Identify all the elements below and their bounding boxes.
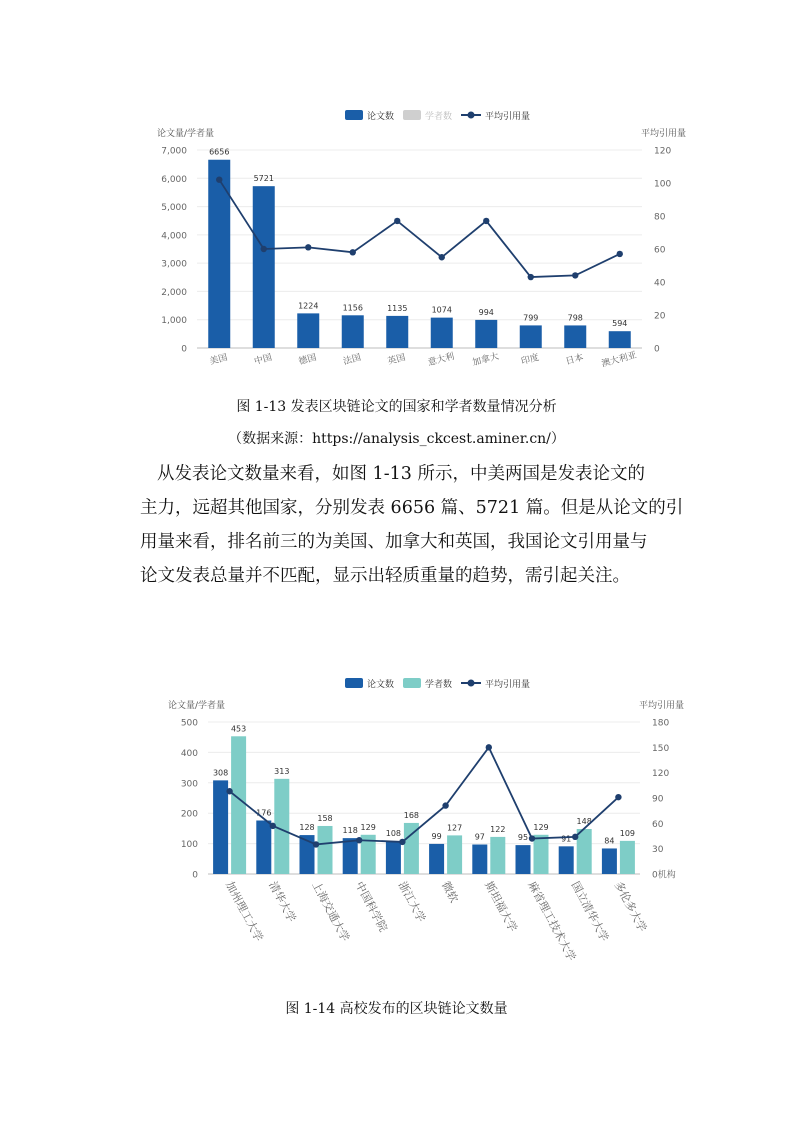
y-tick-label: 4,000 — [161, 231, 187, 242]
legend-label: 学者数 — [425, 112, 453, 122]
bar-value-label: 313 — [274, 766, 290, 776]
figure-2-caption: 图 1-14 高校发布的区块链论文数量 — [285, 1001, 508, 1017]
y-tick-label: 500 — [180, 718, 198, 729]
chart-legend — [345, 110, 530, 122]
bar — [490, 837, 505, 874]
bar — [431, 318, 453, 348]
bar — [520, 325, 542, 348]
x-tick-label: 日本 — [564, 352, 585, 368]
country-papers-chart — [0, 100, 793, 385]
y-tick-label: 2,000 — [161, 287, 187, 298]
legend-swatch — [345, 110, 363, 120]
bar-value-label: 108 — [385, 829, 402, 839]
y-tick-label: 100 — [180, 840, 198, 851]
bar — [577, 829, 592, 874]
line-point — [313, 841, 319, 847]
legend-marker — [468, 680, 475, 687]
bar — [429, 844, 444, 874]
bar-value-label: 308 — [212, 768, 229, 778]
bar — [208, 160, 230, 348]
y-tick-label: 0 — [181, 344, 187, 355]
x-tick-label: 上海交通大学 — [309, 879, 352, 944]
figure-2-chart — [0, 668, 793, 988]
paragraph-line: 论文发表总量并不匹配，显示出轻质重量的趋势，需引起关注。 — [140, 566, 630, 586]
x-tick-label: 中国 — [253, 352, 274, 368]
bar — [253, 186, 275, 348]
y-right-tick-label: 120 — [652, 769, 670, 780]
bar-value-label: 6656 — [209, 147, 230, 157]
y-tick-label: 5,000 — [161, 203, 187, 214]
y-tick-label: 0 — [192, 870, 198, 881]
bar — [386, 841, 401, 874]
bar-value-label: 148 — [576, 817, 592, 827]
bar — [447, 835, 462, 874]
x-tick-label: 微软 — [438, 879, 461, 905]
y-tick-label: 400 — [180, 748, 198, 759]
y-right-tick-label: 150 — [652, 743, 670, 754]
legend-label: 学者数 — [425, 680, 453, 690]
chart-legend — [345, 678, 530, 690]
bar — [231, 736, 246, 874]
body-paragraph — [140, 457, 684, 593]
bar — [602, 848, 617, 874]
bar — [256, 820, 271, 874]
y-axis-right-title: 平均引用量 — [640, 129, 686, 139]
line-point — [261, 246, 267, 252]
bar-value-label: 118 — [342, 826, 358, 836]
bar — [297, 313, 319, 348]
x-tick-label: 加拿大 — [471, 351, 501, 369]
bar — [213, 780, 228, 874]
bar-value-label: 91 — [561, 834, 572, 844]
bar-value-label: 129 — [533, 822, 549, 832]
legend-swatch — [345, 678, 363, 688]
bar — [475, 320, 497, 348]
bar — [342, 315, 364, 348]
y-right-tick-label: 180 — [652, 718, 670, 729]
y-axis-right-title: 平均引用量 — [638, 701, 684, 711]
line-point — [399, 839, 405, 845]
line-point — [483, 218, 489, 224]
line-point — [615, 794, 621, 800]
paragraph-line: 用量来看，排名前三的为美国、加拿大和英国，我国论文引用量与 — [140, 532, 648, 552]
figure-1-caption: 图 1-13 发表区块链论文的国家和学者数量情况分析 — [236, 399, 557, 415]
bar — [609, 331, 631, 348]
bar-value-label: 95 — [517, 833, 529, 843]
figure-1-source: （数据来源：https://analysis_ckcest.aminer.cn/） — [228, 431, 565, 447]
line-point — [305, 244, 311, 250]
line-point — [572, 834, 578, 840]
x-tick-label: 澳大利亚 — [600, 350, 638, 370]
bar-value-label: 127 — [446, 823, 463, 833]
university-papers-chart — [0, 668, 793, 988]
y-axis-title: 论文量/学者量 — [168, 701, 226, 711]
y-right-tick-label: 30 — [652, 845, 664, 856]
bar — [559, 846, 574, 874]
legend-label: 平均引用量 — [485, 680, 531, 690]
y-right-tick-label: 0机构 — [652, 870, 676, 881]
bar — [516, 845, 531, 874]
figure-1-chart — [0, 100, 793, 385]
bar — [274, 779, 289, 874]
line-point — [226, 788, 232, 794]
line-point — [572, 272, 578, 278]
line-point — [529, 835, 535, 841]
bar-value-label: 129 — [360, 822, 376, 832]
bar-value-label: 1156 — [342, 303, 363, 313]
y-axis-title: 论文量/学者量 — [157, 129, 215, 139]
legend-swatch — [403, 110, 421, 120]
bar — [620, 841, 635, 874]
bar-value-label: 84 — [604, 836, 615, 846]
x-tick-label: 多伦多大学 — [611, 879, 650, 934]
bar-value-label: 128 — [299, 823, 315, 833]
y-right-tick-label: 80 — [654, 212, 666, 223]
line-point — [350, 249, 356, 255]
line-point — [486, 744, 492, 750]
y-tick-label: 1,000 — [161, 316, 187, 327]
y-right-tick-label: 60 — [654, 245, 666, 256]
bar-value-label: 1224 — [298, 301, 319, 311]
bar-value-label: 1074 — [431, 305, 452, 315]
line-point — [356, 837, 362, 843]
y-right-tick-label: 90 — [652, 794, 664, 805]
x-tick-label: 国立清华大学 — [568, 879, 612, 944]
y-right-tick-label: 100 — [654, 179, 672, 190]
y-tick-label: 3,000 — [161, 259, 187, 270]
legend-label: 论文数 — [367, 680, 395, 690]
y-right-tick-label: 120 — [654, 146, 672, 157]
legend-label: 平均引用量 — [485, 112, 531, 122]
line-point — [270, 823, 276, 829]
bar — [343, 838, 358, 874]
y-tick-label: 300 — [180, 779, 198, 790]
bar-value-label: 594 — [612, 319, 628, 329]
x-tick-label: 中国科学院 — [352, 879, 390, 934]
x-tick-label: 麻省理工技术大学 — [525, 879, 579, 964]
x-tick-label: 英国 — [386, 352, 407, 368]
bar-value-label: 168 — [403, 810, 420, 820]
x-tick-label: 印度 — [520, 352, 541, 368]
bar — [564, 325, 586, 348]
x-tick-label: 法国 — [342, 352, 363, 368]
x-tick-label: 浙江大学 — [395, 879, 428, 925]
x-tick-label: 加州理工大学 — [222, 879, 266, 944]
y-right-tick-label: 0 — [654, 344, 660, 355]
line-point — [216, 177, 222, 183]
x-tick-label: 斯坦福大学 — [482, 879, 520, 934]
bar — [318, 826, 333, 874]
x-tick-label: 清华大学 — [266, 879, 299, 925]
line-point — [528, 274, 534, 280]
bar-value-label: 1135 — [387, 303, 408, 313]
bar-value-label: 453 — [230, 724, 247, 734]
line-point — [442, 802, 448, 808]
line-point — [617, 251, 623, 257]
bar-value-label: 97 — [474, 832, 485, 842]
bar-value-label: 994 — [478, 307, 494, 317]
bar — [472, 845, 487, 874]
line-point — [394, 218, 400, 224]
line-point — [439, 254, 445, 260]
bar-value-label: 799 — [523, 313, 539, 323]
bar-value-label: 122 — [490, 824, 506, 834]
legend-swatch — [403, 678, 421, 688]
bar-value-label: 99 — [431, 831, 442, 841]
y-right-tick-label: 60 — [652, 819, 664, 830]
x-tick-label: 美国 — [208, 352, 229, 368]
bar-value-label: 109 — [619, 828, 636, 838]
paragraph-line: 主力，远超其他国家，分别发表 6656 篇、5721 篇。但是从论文的引 — [140, 498, 684, 518]
citation-line — [219, 180, 620, 277]
bar-value-label: 158 — [317, 813, 333, 823]
bar-value-label: 798 — [567, 313, 583, 323]
bar — [386, 316, 408, 348]
legend-label: 论文数 — [367, 112, 395, 122]
x-tick-label: 德国 — [297, 352, 318, 368]
y-tick-label: 6,000 — [161, 174, 187, 185]
y-right-tick-label: 40 — [654, 278, 666, 289]
legend-marker — [468, 112, 475, 119]
bar-value-label: 176 — [256, 808, 272, 818]
x-tick-label: 意大利 — [426, 351, 456, 369]
y-tick-label: 200 — [180, 809, 198, 820]
y-tick-label: 7,000 — [161, 146, 187, 157]
paragraph-line: 从发表论文数量来看，如图 1-13 所示，中美两国是发表论文的 — [157, 464, 645, 484]
y-right-tick-label: 20 — [654, 311, 666, 322]
bar — [534, 835, 549, 874]
bar-value-label: 5721 — [253, 174, 274, 184]
